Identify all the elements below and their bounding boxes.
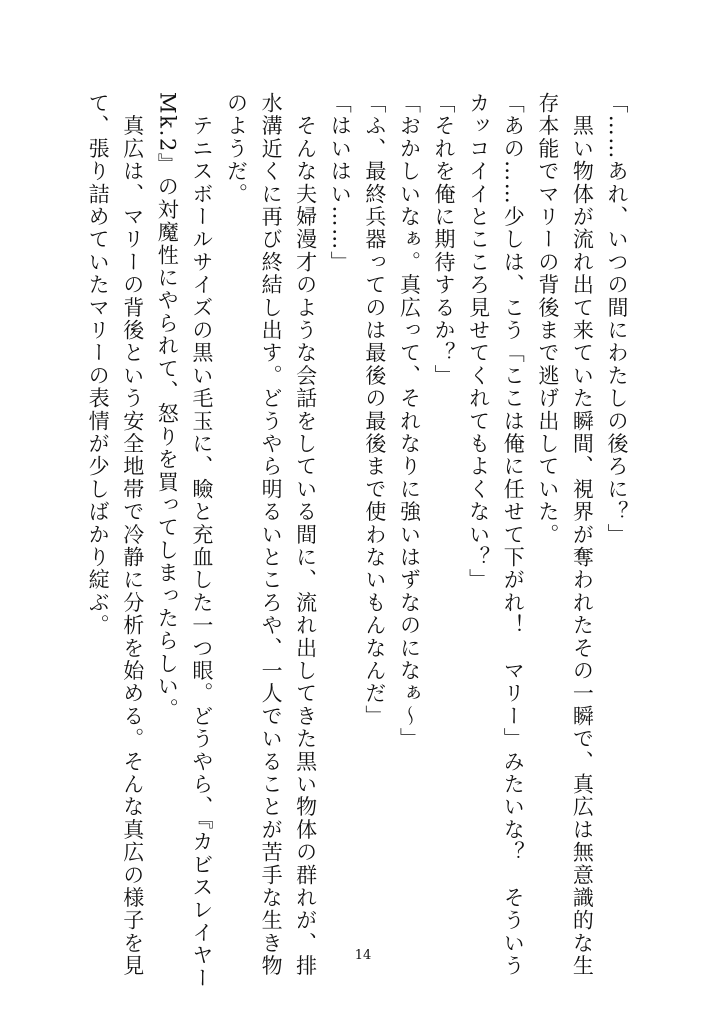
text-line: テニスボールサイズの黒い毛玉に、瞼と充血した一つ眼。どうやら、『カビスレイヤー <box>189 92 214 990</box>
text-line: 「それを俺に期待するか？」 <box>432 92 457 388</box>
text-line: 真広は、マリーの背後という安全地帯で冷静に分析を始める。そんな真広の様子を見 <box>120 92 145 978</box>
text-line: 存本能でマリーの背後まで逃げ出していた。 <box>535 92 560 546</box>
text-line: Mk.2』の対魔性にやられて、怒りを買ってしまったらしい。 <box>155 92 180 721</box>
text-line: カッコイイとこころ見せてくれてもよくない？」 <box>466 92 491 592</box>
text-line: のようだ。 <box>224 92 249 206</box>
text-line: 「あの……少しは、こう「ここは俺に任せて下がれ！ マリー」みたいな？ そういう <box>501 92 526 978</box>
text-line: て、張り詰めていたマリーの表情が少しばかり綻ぶ。 <box>86 92 111 637</box>
text-line: 「おかしいなぁ。真広って、それなりに強いはずなのになぁ～」 <box>397 92 422 751</box>
text-line: 「……あれ、いつの間にわたしの後ろに？」 <box>605 92 629 546</box>
page-number: 14 <box>354 948 372 963</box>
text-line: 「はいはい……」 <box>328 92 353 274</box>
text-line: 黒い物体が流れ出て来ていた瞬間、視界が奪われたその一瞬で、真広は無意識的な生 <box>570 92 595 978</box>
text-line: そんな夫婦漫才のような会話をしている間に、流れ出してきた黒い物体の群れが、排 <box>293 92 318 978</box>
text-line: 「ふ、最終兵器ってのは最後の最後まで使わないもんなんだ」 <box>362 92 387 728</box>
text-line: 水溝近くに再び終結し出す。どうやら明るいところや、一人でいることが苦手な生き物 <box>259 92 284 978</box>
